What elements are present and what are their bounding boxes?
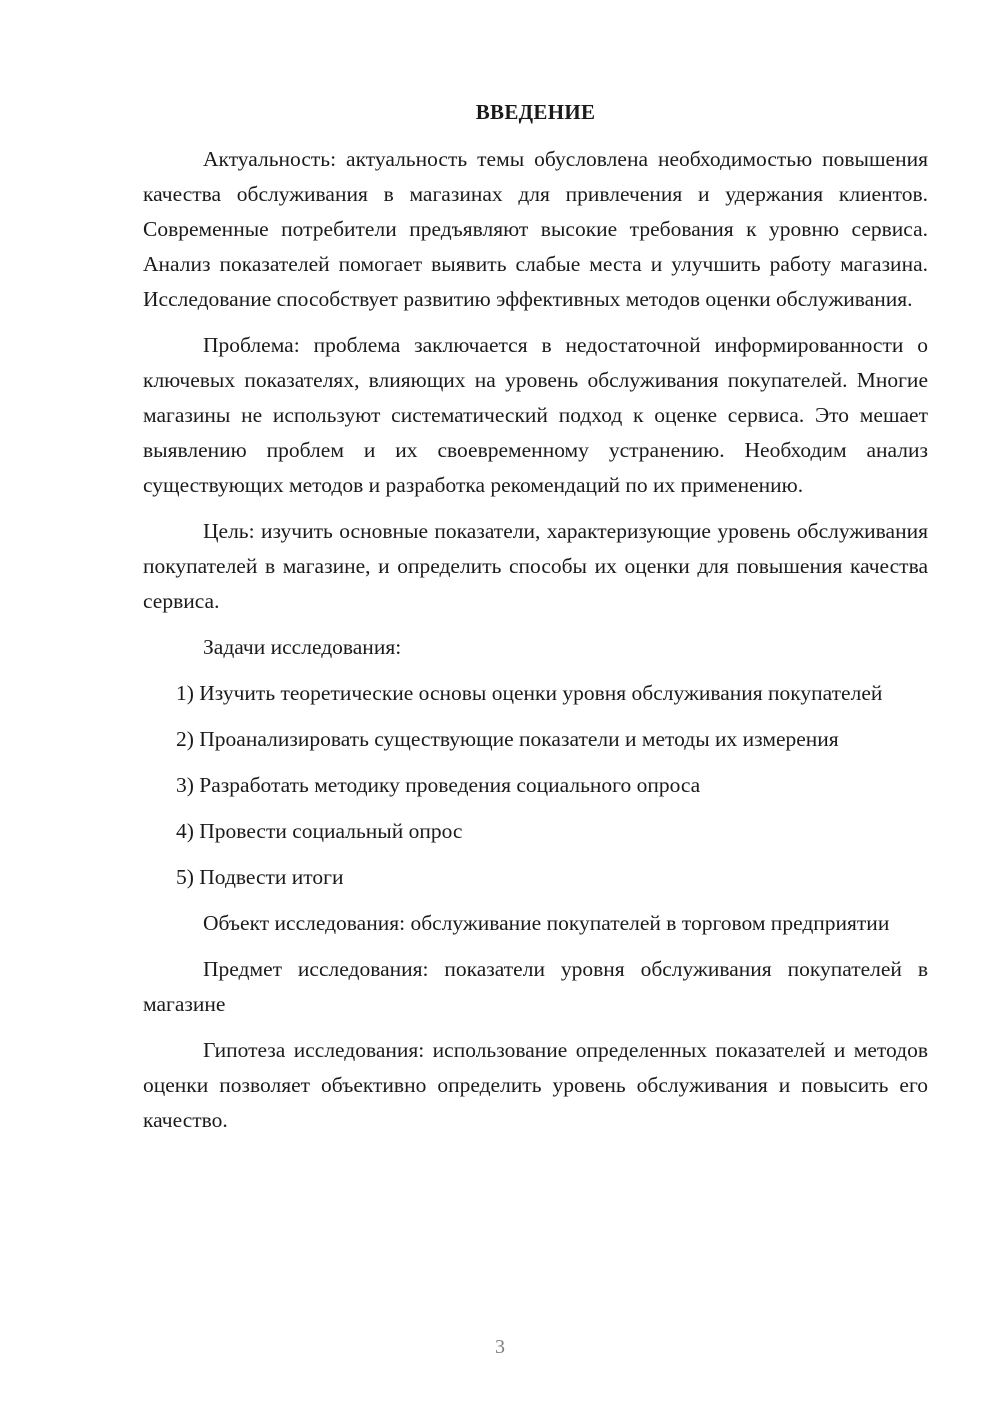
document-page	[143, 95, 928, 1149]
relevance-paragraph: Актуальность: актуальность темы обусловлена необходимостью повышения качества обслуживания в магазинах для привлечения и удержания клиентов. Современные потребители предъявляют высокие требования к уровню сервиса. Анализ показателей помогает выявить слабые места и улучшить работу магазина. Исследование способствует развитию эффективных методов оценки обслуживания.	[143, 147, 928, 311]
task-item-5: 5) Подвести итоги	[176, 865, 344, 889]
goal-paragraph: Цель: изучить основные показатели, характеризующие уровень обслуживания покупателей в магазине, и определить способы их оценки для повышения качества сервиса.	[143, 519, 928, 613]
task-item-1: 1) Изучить теоретические основы оценки уровня обслуживания покупателей	[176, 681, 883, 705]
task-item-4: 4) Провести социальный опрос	[176, 819, 463, 843]
task-item-2: 2) Проанализировать существующие показатели и методы их измерения	[176, 727, 839, 751]
page-number: 3	[495, 1336, 505, 1358]
subject-paragraph: Предмет исследования: показатели уровня обслуживания покупателей в магазине	[143, 957, 928, 1016]
object-paragraph: Объект исследования: обслуживание покупателей в торговом предприятии	[203, 911, 890, 935]
task-item-3: 3) Разработать методику проведения социального опроса	[176, 773, 701, 797]
tasks-heading: Задачи исследования:	[203, 635, 402, 659]
section-title: ВВЕДЕНИЕ	[475, 100, 596, 124]
problem-paragraph: Проблема: проблема заключается в недостаточной информированности о ключевых показателях, влияющих на уровень обслуживания покупателей. Многие магазины не используют систематический подход к оценке сервиса. Это мешает выявлению проблем и их своевременному устранению. Необходим анализ существующих методов и разработка рекомендаций по их применению.	[143, 333, 928, 497]
hypothesis-paragraph: Гипотеза исследования: использование определенных показателей и методов оценки позволяет объективно определить уровень обслуживания и повысить его качество.	[143, 1038, 928, 1132]
